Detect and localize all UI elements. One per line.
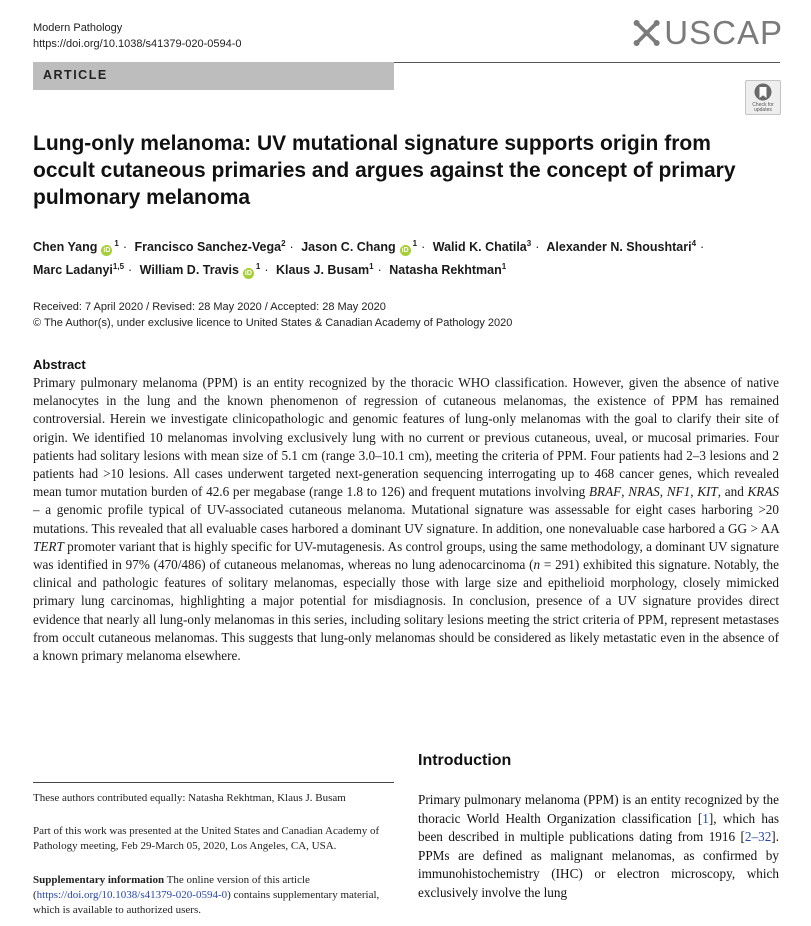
journal-name: Modern Pathology: [33, 22, 123, 34]
check-for-updates-text: Check for updates: [752, 102, 774, 113]
article-title: Lung-only melanoma: UV mutational signature supports origin from occult cutaneous primaries and argues against the concept of primary pulmonary melanoma: [33, 132, 736, 209]
uscap-emblem-icon: [633, 18, 660, 48]
received-dates: Received: 7 April 2020 / Revised: 28 May 2020 / Accepted: 28 May 2020: [33, 301, 386, 313]
author[interactable]: Chen Yang $iD^1$: [33, 239, 119, 255]
article-type-bar: [33, 62, 394, 90]
doi-link[interactable]: https://doi.org/10.1038/s41379-020-0594-0: [33, 38, 242, 50]
article-type-label: ARTICLE: [43, 68, 108, 82]
orcid-icon[interactable]: iD: [244, 270, 252, 278]
equal-contribution-note: These authors contributed equally: Natasha Rekhtman, Klaus J. Busam: [33, 792, 346, 804]
check-for-updates-badge[interactable]: [745, 80, 781, 115]
supplementary-label: Supplementary information: [33, 874, 165, 886]
copyright-line: © The Author(s), under exclusive licence to United States & Canadian Academy of Pathology 2020: [33, 317, 513, 329]
author[interactable]: Walid K. Chatila$^3$: [432, 239, 532, 255]
author[interactable]: Jason C. Chang $iD^1$: [301, 239, 418, 255]
reference-link[interactable]: 1: [702, 810, 709, 826]
abstract-body: Primary pulmonary melanoma (PPM) is an entity recognized by the thoracic WHO classification. However, given the absence of native melanocytes in the lung and the known phenomenon of regression of cutaneous melanomas, the existence of PPM has remained controversial. Herein we investigate clinicopathologic and genomic features of lung-only melanomas with the goal to clarify their site of origin. We identified 10 melanomas involving exclusively lung with no current or previous cutaneous, uveal, or mucosal primaries. Four patients had solitary lesions with mean size of 5.1 cm (range 3.0–10.1 cm), meeting the criteria of PPM. Four patients had 2–3 lesions and 2 patients had >10 lesions. All cases underwent targeted next-generation sequencing interrogating up to 468 cancer genes, which revealed mean tumor mutation burden of 42.6 per megabase (range 1.8 to 126) and frequent mutations involving BRAF, NRAS, NF1, KIT, and KRAS – a genomic profile typical of UV-associated cutaneous melanoma. Mutational signature was assessable for eight cases harboring >20 mutations. This revealed that all evaluable cases harbored a dominant UV signature. In addition, one nonevaluable case harbored a GG > AA TERT promoter variant that is highly specific for UV-mutagenesis. As control groups, using the same methodology, a dominant UV signature was identified in 97% (470/486) of cutaneous melanomas, whereas no lung adenocarcinoma (n = 291) exhibited this signature. Notably, the clinical and pathologic features of solitary melanomas, especially those with large size and epithelioid morphology, closely mimicked primary lung carcinomas, highlighting a major potential for misdiagnosis. In conclusion, presence of a UV signature provides direct evidence that nearly all lung-only melanomas in this series, including solitary lesions meeting the strict criteria of PPM, represent metastases from occult cutaneous melanomas. This suggests that lung-only melanomas should be considered as likely metastatic even in the absence of a known primary melanoma elsewhere.: [33, 375, 780, 664]
introduction-heading: Introduction: [418, 752, 512, 769]
supplementary-link[interactable]: https://doi.org/10.1038/s41379-020-0594-0: [36, 889, 228, 901]
author[interactable]: Natasha Rekhtman$^1$: [389, 262, 507, 278]
orcid-icon[interactable]: iD: [401, 247, 409, 255]
journal-header: [33, 20, 242, 52]
introduction-body: Primary pulmonary melanoma (PPM) is an entity recognized by the thoracic World Health Organization classification [1], which has been described in multiple publications dating from 1916 [2–32]. PPMs are defined as malignant melanomas, as confirmed by immunohistochemistry (IHC) or electron microscopy, which exclusively involve the lung: [418, 792, 780, 900]
presentation-note: Part of this work was presented at the United States and Canadian Academy of Pathology meeting, Feb 29-March 05, 2020, Los Angeles, CA, USA.: [33, 825, 380, 852]
author[interactable]: Alexander N. Shoushtari$^4$: [546, 239, 697, 255]
author[interactable]: William D. Travis $iD^1$: [139, 262, 261, 278]
author-list: Chen Yang $iD^1$ · Francisco Sanchez-Vega$^2$ · Jason C. Chang $iD^1$ · Walid K. Chatila$^3$ · Alexander N. Shoushtari$^4$ · Marc Ladanyi$^{1,5}$ · William D. Travis $iD^1$ · Klaus J. Busam$^1$ · Natasha Rekhtman$^1$: [33, 239, 705, 278]
footnote-rule: [33, 782, 394, 783]
logo-text: USCAP: [664, 14, 783, 51]
author[interactable]: Francisco Sanchez-Vega$^2$: [134, 239, 286, 255]
orcid-icon[interactable]: iD: [103, 247, 111, 255]
reference-link[interactable]: 2–32: [744, 829, 772, 844]
publication-dates: [33, 299, 512, 331]
uscap-logo[interactable]: [633, 13, 783, 53]
author[interactable]: Marc Ladanyi$^{1,5}$: [33, 262, 125, 278]
abstract-heading: Abstract: [33, 357, 86, 372]
author[interactable]: Klaus J. Busam$^1$: [276, 262, 374, 278]
header-rule: [394, 62, 780, 63]
supplementary-note: Supplementary information The online version of this article (https://doi.org/10.1038/s41379-020-0594-0) contains supplementary material, which is available to authorized users.: [33, 874, 380, 916]
